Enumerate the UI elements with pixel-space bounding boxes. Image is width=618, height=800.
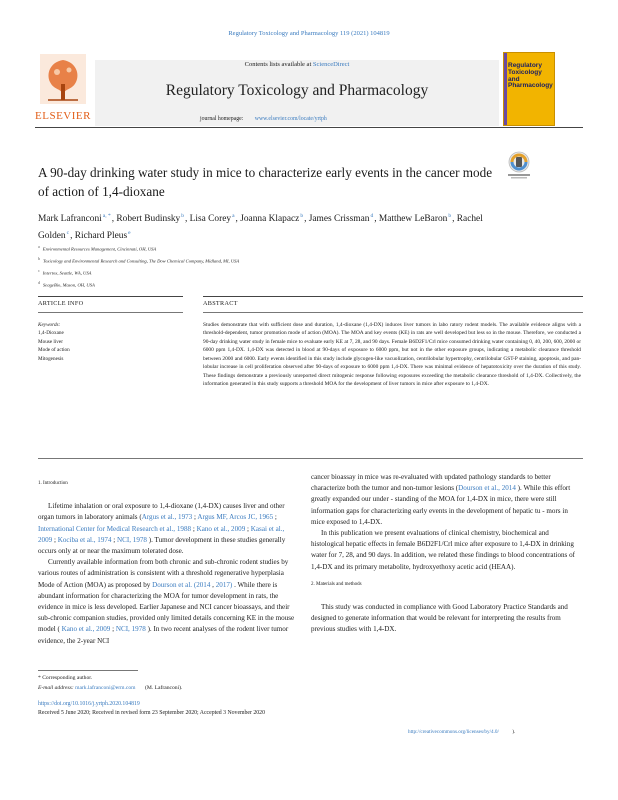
intro-paragraph-2 bbox=[38, 557, 300, 647]
abstract-rule-top bbox=[203, 296, 583, 297]
body-right-column bbox=[311, 472, 583, 636]
footnotes bbox=[38, 674, 338, 693]
article-info-heading: ARTICLE INFO bbox=[38, 300, 84, 307]
article-title: A 90-day drinking water study in mice to characterize early events in the cancer mode of action of 1,4-dioxane bbox=[38, 165, 493, 199]
email-label: E-mail address: bbox=[38, 684, 74, 691]
sciencedirect-link[interactable]: ScienceDirect bbox=[312, 61, 350, 68]
author-affiliation-marker[interactable]: a bbox=[232, 213, 235, 219]
elsevier-logo bbox=[34, 52, 92, 126]
affiliation-text: SeageBio, Mason, OH, USA bbox=[43, 282, 95, 288]
check-for-updates-icon[interactable] bbox=[506, 150, 532, 180]
citation-link[interactable]: Dourson et al. (2014 bbox=[152, 580, 211, 589]
license-line bbox=[408, 729, 515, 735]
email-link[interactable]: mark.lafranconi@erm.com bbox=[75, 684, 136, 691]
citation-link[interactable]: NCI, 1978 bbox=[115, 625, 146, 634]
author-name[interactable]: Joanna Klapacz bbox=[240, 214, 300, 225]
corresponding-author-note: * Corresponding author. bbox=[38, 675, 93, 681]
author-name[interactable]: Rachel Golden bbox=[38, 214, 483, 242]
abstract-text: Studies demonstrate that with sufficient dose and duration, 1,4-dioxane (1,4-DX) induces liver tumors in labo ratory rodent models. The available evidence aligns with a threshold-dependent, tumor promotion mode of action (MOA). The MOA and key events (KE) in rats are well developed but less so in the mouse. Therefore, we conducted a 90-day drinking water study in female mice to evaluate early KE at 7, 28, and 90 days. Female B6D2F1/Crl mice consumed drinking water containing 0, 40, 200, 600, 2000 or 6000 ppm 1,4-DX. 1,4-DX was detected in blood at 90-days of exposure to 6000 ppm, but not in the other exposure groups, indicating a metabolic clearance threshold between 2000 and 6000. Early events identified in this study include glycogen-like vacuolization, centrilobular hypertrophy, centrilobular GST-P staining, apoptosis, and pan-lobular increase in cell proliferation observed after 90-days of exposure to 6000 ppm 1,4-DX. There was minimal evidence of hepatotoxicity over the duration of this study. These findings demonstrate a previously unreported direct mitogenic response following exposures exceeding the metabolic clearance threshold of 1,4-DX. Collectively, the information generated in this study supports a threshold MOA for the development of liver tumors in mice after exposure to 1,4-DX. bbox=[203, 322, 581, 388]
citation-link[interactable]: Kociba et al., 1974 bbox=[57, 535, 112, 544]
author-name[interactable]: Robert Budinsky bbox=[116, 214, 181, 225]
author-affiliation-marker[interactable]: b bbox=[300, 213, 304, 219]
journal-title: Regulatory Toxicology and Pharmacology bbox=[165, 82, 429, 99]
body-text: ; bbox=[192, 513, 198, 522]
author-affiliation-marker[interactable]: b bbox=[448, 213, 452, 219]
section-heading-introduction: 1. Introduction bbox=[38, 481, 68, 486]
body-text: ). Tumor development in these studies generally occurs only at or near the maximum tolerated dose. bbox=[38, 535, 286, 556]
citation-link[interactable]: NCI, 1978 bbox=[117, 535, 147, 544]
body-text: ). In two recent analyses of the rodent liver tumor evidence, the 2-year NCI bbox=[38, 625, 289, 645]
intro-paragraph-3 bbox=[311, 472, 583, 528]
keyword: Mouse liver bbox=[38, 338, 63, 345]
info-rule-top bbox=[38, 296, 183, 297]
author-name[interactable]: James Crissman bbox=[308, 214, 370, 225]
body-text: ; bbox=[245, 524, 251, 533]
homepage-prefix: journal homepage: bbox=[200, 116, 244, 122]
affiliation bbox=[38, 278, 518, 290]
affiliation-text: Environmental Resources Management, Cincinnati, OH, USA bbox=[42, 246, 157, 252]
keywords-block bbox=[38, 321, 178, 363]
author-affiliation-marker[interactable]: b bbox=[181, 213, 184, 219]
citation-link[interactable]: Argus et al., 1973 bbox=[141, 513, 193, 522]
contents-prefix: Contents lists available at bbox=[244, 61, 312, 68]
body-text: ; bbox=[273, 513, 277, 522]
abstract-rule-sub bbox=[203, 312, 583, 313]
affiliation-marker: b bbox=[38, 256, 40, 262]
keyword: Mitogenesis bbox=[38, 355, 64, 362]
body-text: Lifetime inhalation or oral exposure to 1,4-dioxane (1,4-DX) causes liver and other organ tumors in laboratory animals ( bbox=[38, 502, 285, 522]
citation-link[interactable]: Dourson et al., 2014 bbox=[458, 484, 516, 493]
affiliation-list bbox=[38, 242, 518, 290]
affiliation bbox=[38, 242, 518, 254]
body-text: ; bbox=[191, 524, 197, 533]
info-rule-sub bbox=[38, 312, 183, 313]
footnote-rule bbox=[38, 670, 138, 671]
keyword: Mode of action bbox=[38, 347, 70, 354]
author-affiliation-marker[interactable]: d bbox=[370, 213, 374, 219]
affiliation-marker: a bbox=[38, 244, 40, 249]
author-name[interactable]: Mark Lafranconi bbox=[38, 214, 102, 225]
keywords-label: Keywords: bbox=[38, 322, 61, 328]
author-list: Mark Lafranconi$^{a, *}$, Robert Budinsky$^b$, Lisa Corey$^a$, Joanna Klapacz$^b$, James Crissman$^d$, Matthew LeBaron$^b$, Rachel Golden$^c$, Richard Pleus$^e$ bbox=[38, 213, 483, 242]
section-heading-methods: 2. Materials and methods bbox=[311, 581, 362, 587]
body-left-column bbox=[38, 478, 300, 647]
email-line bbox=[38, 684, 338, 694]
author-name[interactable]: Matthew LeBaron bbox=[378, 214, 448, 225]
received-dates: Received 5 June 2020; Received in revised form 23 September 2020; Accepted 3 November 2020 bbox=[38, 709, 265, 716]
author-affiliation-marker[interactable]: e bbox=[128, 230, 131, 237]
elsevier-tree-icon bbox=[40, 54, 86, 104]
citation-link[interactable]: International Center for Medical Research et al., 1988 bbox=[38, 524, 192, 533]
affiliation bbox=[38, 266, 518, 278]
citation-link[interactable]: Kano et al., 2009 bbox=[61, 625, 111, 634]
body-text: ). While this effort greatly expanded our under - standing of the MOA for 1,4-DX in mice, there were still information gaps for characterizing early events in the development of hepatic tu - mors in mice exposed to 1,4-DX. bbox=[311, 484, 571, 526]
author-name[interactable]: Lisa Corey bbox=[189, 214, 232, 225]
affiliation-text: Intertox, Seattle, WA, USA bbox=[42, 270, 92, 276]
body-text: . While there is abundant information for characterizing the MOA for tumor development in rats, the evidence in mice is less developed. Earlier Japanese and NCI cancer bioassays, and their sub-chronic companion studies, provided only limited details concerning KE in the mouse model ( bbox=[38, 580, 295, 634]
publisher-wordmark: ELSEVIER bbox=[35, 110, 91, 122]
cover-title: Regulatory Toxicology and Pharmacology bbox=[508, 62, 553, 90]
journal-citation-line[interactable]: Regulatory Toxicology and Pharmacology 119 (2021) 104819 bbox=[228, 30, 390, 37]
email-suffix: (M. Lafranconi). bbox=[144, 684, 183, 691]
citation-link[interactable]: 2017) bbox=[215, 580, 233, 589]
affiliation-marker: c bbox=[38, 268, 40, 274]
intro-paragraph-1 bbox=[38, 501, 300, 557]
body-text: ; bbox=[111, 535, 118, 544]
body-text: ; bbox=[110, 625, 116, 634]
journal-homepage-line bbox=[200, 116, 327, 122]
header-rule bbox=[35, 127, 583, 128]
methods-paragraph-1: This study was conducted in compliance with Good Laboratory Practice Standards and designed to generate information that would be relevant for interpreting the results from previous studies with 1,4-DX. bbox=[311, 603, 568, 634]
body-text: , bbox=[210, 580, 216, 589]
abstract-heading: ABSTRACT bbox=[203, 300, 238, 307]
doi-block bbox=[38, 700, 358, 717]
keyword: 1,4-Dioxane bbox=[38, 330, 64, 337]
license-suffix: ). bbox=[512, 729, 516, 735]
author-affiliation-marker[interactable]: c bbox=[66, 230, 70, 237]
citation-link[interactable]: Kasai et al., 2009 bbox=[38, 524, 285, 544]
body-text: cancer bioassay in mice was re-evaluated with updated pathology standards to better characterize both the tumor and non-tumor lesions ( bbox=[311, 473, 551, 493]
contents-line bbox=[95, 61, 499, 68]
affiliation bbox=[38, 254, 518, 266]
author-affiliation-marker[interactable]: a, * bbox=[102, 213, 111, 219]
citation-link[interactable]: Argus MF, Arcos JC, 1965 bbox=[197, 513, 274, 522]
abstract-rule-bottom bbox=[38, 458, 583, 459]
doi-link[interactable]: https://doi.org/10.1016/j.yrtph.2020.104819 bbox=[38, 701, 140, 707]
body-text: Currently available information from both chronic and sub-chronic rodent studies by various routes of administration is consistent with a threshold regenerative hyperplasia Mode of Action (MOA) as proposed by bbox=[38, 558, 289, 589]
affiliation-text: Toxicology and Environmental Research and Consulting, The Dow Chemical Company, Midland, MI, USA bbox=[43, 258, 240, 264]
homepage-link[interactable]: www.elsevier.com/locate/yrtph bbox=[254, 116, 327, 122]
body-text: ; bbox=[52, 535, 58, 544]
author-name[interactable]: Richard Pleus bbox=[74, 231, 128, 242]
license-link[interactable]: http://creativecommons.org/licenses/by/4.0/ bbox=[408, 729, 499, 735]
intro-paragraph-4: In this publication we present evaluations of clinical chemistry, biochemical and histological hepatic effects in female B6D2F1/Crl mice after exposure to 1,4-DX in drinking water for 7, 28, and 90 days. In addition, we related these findings to blood concentrations of 1,4-DX and its primary metabolite, hydroxyethoxy acetic acid (HEAA). bbox=[311, 529, 575, 571]
citation-link[interactable]: Kano et al., 2009 bbox=[196, 524, 246, 533]
cover-strip bbox=[504, 53, 507, 125]
journal-cover-thumbnail[interactable] bbox=[503, 52, 555, 126]
affiliation-marker: d bbox=[38, 280, 40, 286]
